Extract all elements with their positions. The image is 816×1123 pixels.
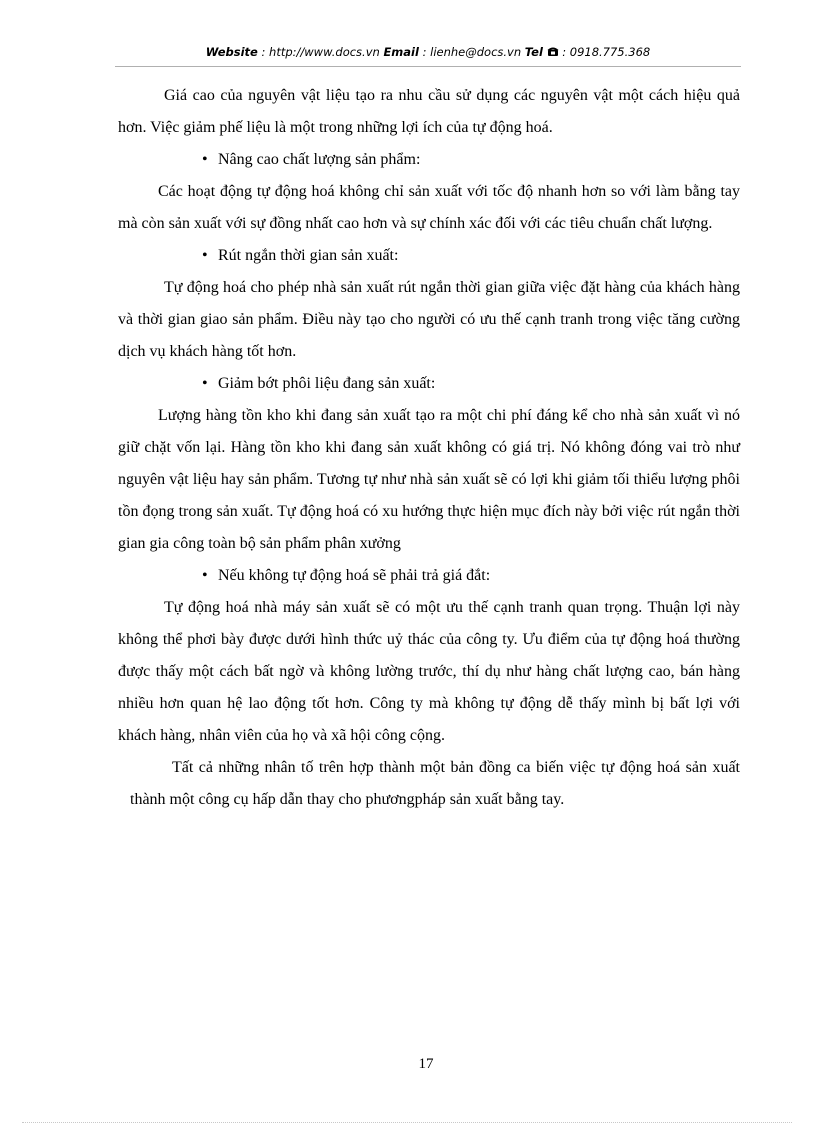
- bullet-text: Nâng cao chất lượng sản phẩm:: [218, 151, 421, 168]
- website-label: Website: [205, 45, 258, 59]
- bullet-item-3: [118, 368, 740, 400]
- bullet-glyph: •: [202, 151, 208, 168]
- email-label: Email: [383, 45, 419, 59]
- tel-label: Tel: [524, 45, 543, 59]
- bullet-text: Rút ngắn thời gian sản xuất:: [218, 247, 399, 264]
- page-header: [115, 45, 741, 60]
- bullet-item-4: [118, 560, 740, 592]
- bullet-text: Giảm bớt phôi liệu đang sản xuất:: [218, 375, 436, 392]
- bullet-glyph: •: [202, 375, 208, 392]
- paragraph-6: Tất cả những nhân tố trên hợp thành một bản đồng ca biến việc tự động hoá sản xuất thành một công cụ hấp dẫn thay cho phươngpháp sản xuất bằng tay.: [130, 759, 740, 808]
- phone-icon: [547, 46, 559, 60]
- paragraph-1: Giá cao của nguyên vật liệu tạo ra nhu cầu sử dụng các nguyên vật một cách hiệu quả hơn. Việc giảm phế liệu là một trong những lợi ích của tự động hoá.: [118, 87, 740, 136]
- paragraph-4: Lượng hàng tồn kho khi đang sản xuất tạo ra một chi phí đáng kể cho nhà sản xuất vì nó giữ chặt vốn lại. Hàng tồn kho khi đang sản xuất không có giá trị. Nó không đóng vai trò như nguyên vật liệu hay sản phẩm. Tương tự như nhà sản xuất sẽ có lợi khi giảm tối thiểu lượng phôi tồn đọng trong sản xuất. Tự động hoá có xu hướng thực hiện mục đích này bởi việc rút ngắn thời gian gia công toàn bộ sản phẩm phân xưởng: [118, 407, 740, 552]
- page-number: 17: [418, 1056, 434, 1072]
- email-value: : lienhe@docs.vn: [418, 45, 525, 59]
- paragraph-2: Các hoạt động tự động hoá không chỉ sản xuất với tốc độ nhanh hơn so với làm bằng tay mà còn sản xuất với sự đồng nhất cao hơn và sự chính xác đối với các tiêu chuẩn chất lượng.: [118, 183, 740, 232]
- bullet-glyph: •: [202, 247, 208, 264]
- tel-value: : 0918.775.368: [558, 45, 651, 59]
- body-text: [118, 80, 740, 816]
- bullet-item-1: [118, 144, 740, 176]
- bullet-item-2: [118, 240, 740, 272]
- paragraph-3: Tự động hoá cho phép nhà sản xuất rút ngắn thời gian giữa việc đặt hàng của khách hàng và thời gian giao sản phẩm. Điều này tạo cho người có ưu thế cạnh tranh trong việc tăng cường dịch vụ khách hàng tốt hơn.: [118, 279, 740, 360]
- bullet-text: Nếu không tự động hoá sẽ phải trả giá đắt:: [218, 567, 491, 584]
- header-divider: [115, 66, 741, 67]
- website-value: : http://www.docs.vn: [257, 45, 384, 59]
- paragraph-5: Tự động hoá nhà máy sản xuất sẽ có một ưu thế cạnh tranh quan trọng. Thuận lợi này không thể phơi bày được dưới hình thức uỷ thác của công ty. Ưu điểm của tự động hoá thường được thấy một cách bất ngờ và không lường trước, thí dụ như hàng chất lượng cao, bán hàng nhiều hơn quan hệ lao động tốt hơn. Công ty mà không tự động dễ thấy mình bị bất lợi với khách hàng, nhân viên của họ và xã hội công cộng.: [118, 599, 740, 744]
- bullet-glyph: •: [202, 567, 208, 584]
